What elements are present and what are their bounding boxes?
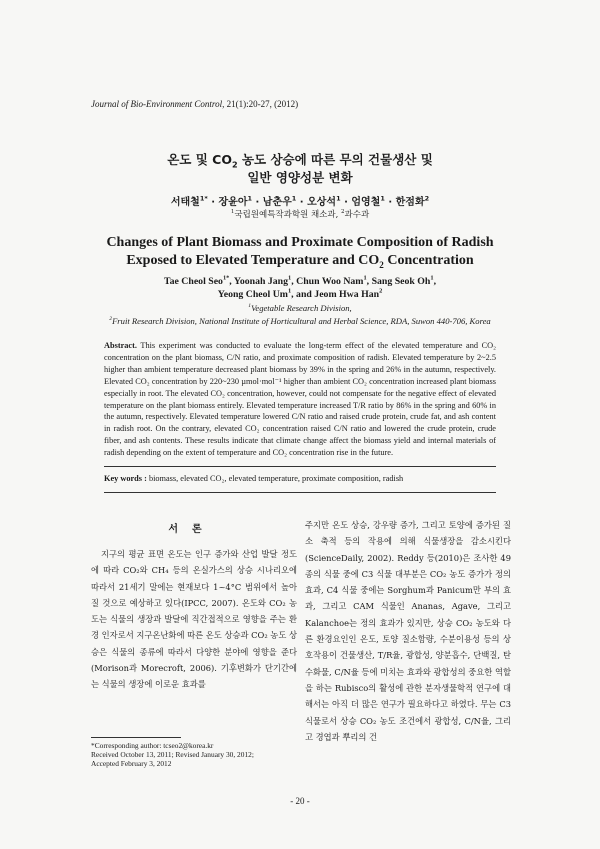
english-author: Sang Seok Oh: [371, 276, 431, 287]
author-separator: ,: [433, 276, 437, 287]
keywords-rule-top: [104, 466, 496, 467]
english-author-mark: 1: [363, 274, 367, 282]
journal-citation: [91, 99, 298, 109]
footnote-accepted: Accepted February 3, 2012: [91, 759, 172, 768]
korean-author-mark: 1: [247, 194, 253, 203]
english-author-mark: 2: [379, 287, 383, 295]
korean-title-line2: 일반 영양성분 변화: [247, 170, 353, 185]
author-separator: ·: [207, 197, 219, 208]
english-author-mark: 1: [430, 274, 434, 282]
abstract-label: Abstract.: [104, 341, 137, 350]
author-separator: , and: [291, 289, 315, 300]
english-author: Jeom Hwa Han: [314, 289, 380, 300]
author-separator: ,: [366, 276, 372, 287]
korean-author-mark: 1*: [199, 194, 208, 203]
footnote-rule: [91, 737, 181, 738]
journal-name: Journal of Bio-Environment Control,: [91, 99, 225, 109]
english-affiliation-line2: [0, 316, 600, 326]
korean-affil-1: 국립원예특작과학원 채소과,: [234, 210, 341, 220]
english-author: Chun Woo Nam: [296, 276, 364, 287]
keywords-rule-bottom: [104, 492, 496, 493]
affil-mark: 1: [248, 303, 252, 310]
korean-title-line1-post: 농도 상승에 따른 무의 건물생산 및: [237, 152, 433, 167]
korean-author-mark: 1: [291, 194, 297, 203]
korean-author: 서태철: [170, 197, 200, 208]
korean-title-line1-sub: 2: [231, 159, 238, 170]
english-author-mark: 1: [287, 287, 292, 295]
page-number: - 20 -: [290, 796, 310, 806]
affil-mark: 1: [230, 209, 235, 216]
affil-mark: 2: [109, 316, 113, 323]
body-column-left: 지구의 평균 표면 온도는 인구 증가와 산업 발달 정도에 따라 CO₂와 CH₄ 등의 온실가스의 상승 시나리오에 따라서 21세기 말에는 현재보다 1~4°C 범위에서 높아질 것으로 예상하고 있다(IPCC, 2007). 온도와 CO₂ 농도는 식물의 생장과 발달에 직간접적으로 영향을 주는 환경 인자로서 지구온난화에 따른 온도 상승과 CO₂ 농도 상승은 식물의 종류에 따라서 다양한 분야에 영향을 준다(Morison과 Morecroft, 2006). 기후변화가 단기간에는 식물의 생장에 이로운 효과를: [91, 549, 297, 690]
korean-author: 남춘우: [262, 197, 292, 208]
footnote-corresponding: *Corresponding author: tcseo2@korea.kr: [91, 741, 214, 750]
english-title-line2: [0, 253, 600, 269]
korean-author-mark: 1: [380, 194, 385, 203]
author-separator: ,: [229, 276, 234, 287]
korean-affil-2: 과수과: [344, 210, 370, 220]
journal-volume: 21(1):20-27, (2012): [226, 99, 299, 109]
section-heading-introduction: 서론: [168, 524, 216, 535]
english-affiliation-line1: [0, 303, 600, 313]
korean-author: 엄영철: [351, 197, 381, 208]
korean-author: 장윤아: [218, 197, 248, 208]
author-separator: ·: [384, 197, 396, 208]
english-title-line2-pre: Exposed to Elevated Temperature and CO: [126, 253, 380, 268]
english-author-mark: 1: [288, 274, 292, 282]
english-author-mark: 1*: [222, 274, 230, 282]
affil-mark: 2: [341, 209, 345, 216]
keywords-text: biomass, elevated CO₂, elevated temperature, proximate composition, radish: [146, 474, 404, 483]
korean-title-line1: [0, 150, 600, 168]
korean-authors: [0, 193, 600, 208]
footnote: [91, 741, 301, 768]
abstract: [104, 340, 496, 459]
footnote-received: Received October 13, 2011; Revised January 30, 2012;: [91, 750, 254, 759]
author-separator: ·: [340, 197, 352, 208]
keywords-label: Key words :: [104, 474, 147, 483]
english-author: Yoonah Jang: [233, 276, 289, 287]
english-affil-1: Vegetable Research Division,: [251, 303, 352, 313]
korean-author-mark: 2: [424, 194, 430, 203]
korean-author: 오상석: [307, 197, 337, 208]
author-separator: ·: [296, 197, 308, 208]
english-title-line2-post: Concentration: [383, 253, 474, 268]
english-title-line1: Changes of Plant Biomass and Proximate Composition of Radish: [106, 235, 494, 250]
korean-author: 한점화: [395, 197, 425, 208]
abstract-text: This experiment was conducted to evaluate the long-term effect of the elevated temperature and CO₂ concentration on the plant biomass, C/N ratio, and proximate composition of radish. Elevated temperature by 2~2.5 higher than ambient temperature decreased plant biomass by 39% in the spring and 26% in the autumn, respectively. Elevated CO₂ concentration by 220~230 µmol·mol⁻¹ higher than ambient CO₂ concentration increased plant biomass especially in root. The elevated CO₂ concentration, however, could not compensate for the negative effect of elevated temperature on the plant biomass entirely. Elevated temperature increased T/R ratio by 86% in the spring and 60% in the autumn, respectively. Elevated temperature lowered C/N ratio and raised crude protein, crude fat, and ash content in radish root. On the contrary, elevated CO₂ concentration raised C/N ratio and lowered the crude protein, crude fiber, and ash contents. These results indicate that climate change affect the biomass yield and internal materials of radish depending on the extent of temperature and CO₂ concentration rise in the future.: [104, 341, 496, 458]
author-separator: ,: [291, 276, 297, 287]
korean-affiliation: [0, 208, 600, 220]
body-column-right: 주지만 온도 상승, 강우량 증가, 그리고 토양에 증가된 질소 축적 등의 작용에 의해 식물생장을 감소시킨다(ScienceDaily, 2002). Reddy 등(2010)은 조사한 49종의 식물 중에 C3 식물 대부분은 CO₂ 농도 증가가 정의 효과, C4 식물 중에는 Sorghum과 Panicum만 부의 효과, 그리고 CAM 식물인 Ananas, Agave, 그리고 Kalanchoe는 정의 효과가 있지만, 상승 CO₂ 농도와 다른 환경요인인 온도, 토양 질소함량, 수분이용성 등의 상호작용이 건물생산, T/R율, 광합성, 양분흡수, 단백질, 탄수화물, C/N율 등에 미치는 효과와 광합성의 중요한 역할을 하는 Rubisco의 활성에 관한 분자생물학적 연구에 대해서는 아직 더 많은 연구가 필요하다고 하였다. 무는 C3 식물로서 상승 CO₂ 농도 조건에서 광합성, C/N율, 그리고 경엽과 뿌리의 건: [305, 520, 511, 742]
english-authors-line1: [0, 276, 600, 287]
english-affil-2: Fruit Research Division, National Institute of Horticultural and Herbal Science, RDA, Suwon 440-706, Korea: [112, 316, 491, 326]
korean-author-mark: 1: [336, 194, 341, 203]
keywords: [104, 474, 496, 483]
english-authors-line2: [0, 289, 600, 300]
english-author: Yeong Cheol Um: [217, 289, 288, 300]
english-title-line2-sub: 2: [379, 259, 384, 270]
author-separator: ·: [252, 197, 263, 208]
korean-title-line1-pre: 온도 및 CO: [167, 152, 232, 167]
english-author: Tae Cheol Seo: [163, 276, 223, 287]
